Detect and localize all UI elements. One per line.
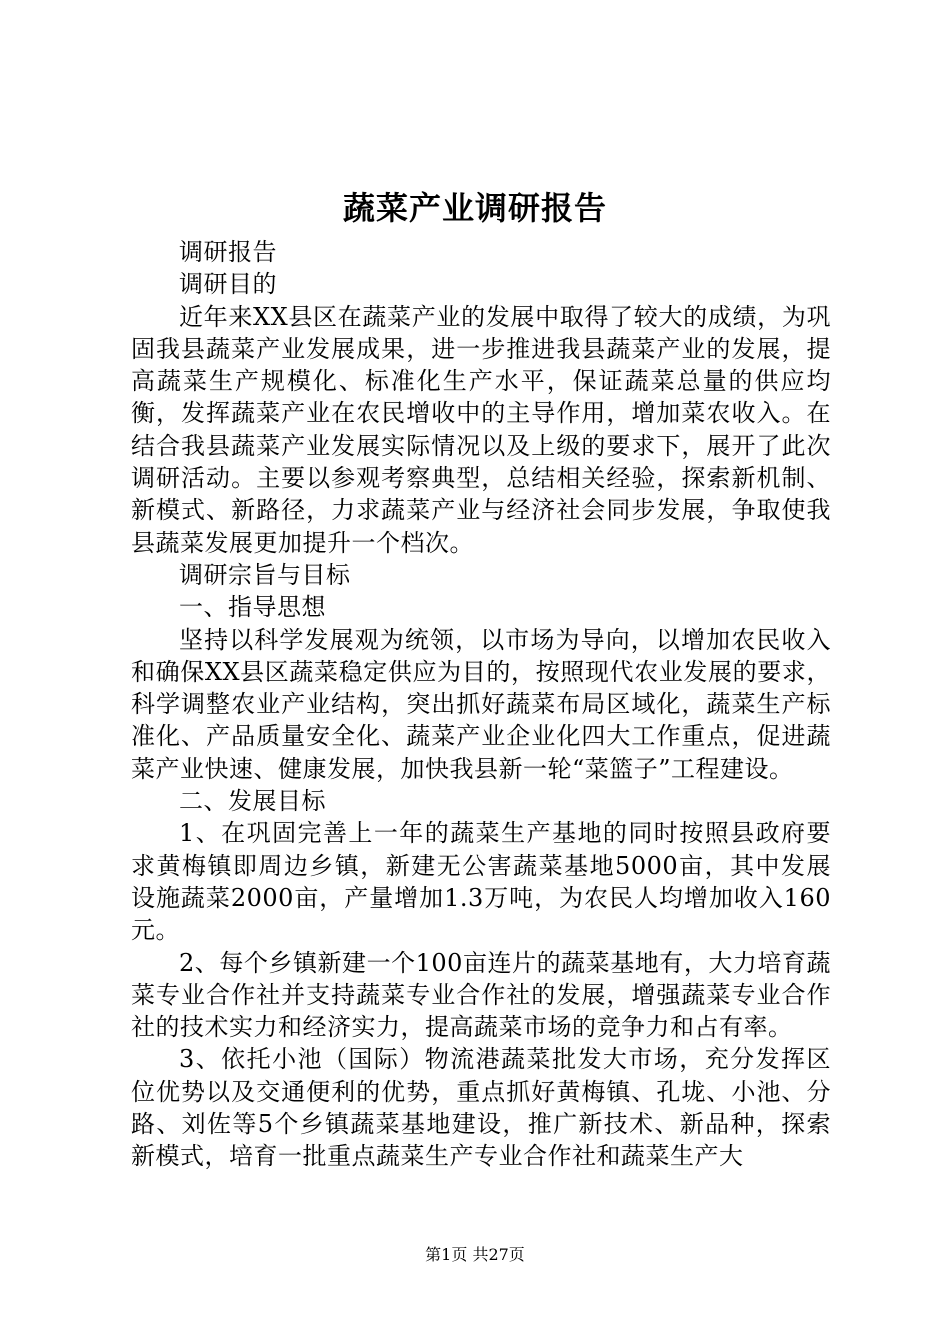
paragraph-heading-purpose: 调研目的 bbox=[179, 270, 277, 299]
paragraph-heading-report: 调研报告 bbox=[179, 238, 277, 266]
document-title: 蔬菜产业调研报告 bbox=[342, 189, 607, 227]
paragraph-goal-3: 3、依托小池（国际）物流港蔬菜批发大市场，充分发挥区位优势以及交通便利的优势，重点抓好黄梅镇、孔垅、小池、分路、刘佐等5个乡镇蔬菜基地建设，推广新技术、新品种，探索新模式，培育一批重点蔬菜生产专业合作社和蔬菜生产大 bbox=[131, 1045, 831, 1171]
paragraph-heading-guiding-idea: 一、指导思想 bbox=[179, 593, 326, 622]
paragraph-goal-1: 1、在巩固完善上一年的蔬菜生产基地的同时按照县政府要求黄梅镇即周边乡镇，新建无公害蔬菜基地5000亩，其中发展设施蔬菜2000亩，产量增加1.3万吨，为农民人均增加收入160元。 bbox=[131, 819, 831, 945]
document-body bbox=[131, 236, 831, 1173]
paragraph-goal-2: 2、每个乡镇新建一个100亩连片的蔬菜基地有，大力培育蔬菜专业合作社并支持蔬菜专业合作社的发展，增强蔬菜专业合作社的技术实力和经济实力，提高蔬菜市场的竞争力和占有率。 bbox=[131, 948, 831, 1042]
page-number-footer: 第1页 共27页 bbox=[425, 1245, 525, 1264]
paragraph-guiding-idea-body: 坚持以科学发展观为统领，以市场为导向，以增加农民收入和确保XX县区蔬菜稳定供应为目的，按照现代农业发展的要求，科学调整农业产业结构，突出抓好蔬菜布局区域化，蔬菜生产标准化、产品质量安全化、蔬菜产业企业化四大工作重点，促进蔬菜产业快速、健康发展，加快我县新一轮“菜篮子”工程建设。 bbox=[131, 625, 831, 783]
paragraph-heading-goals: 二、发展目标 bbox=[179, 787, 326, 816]
paragraph-purpose-body: 近年来XX县区在蔬菜产业的发展中取得了较大的成绩，为巩固我县蔬菜产业发展成果，进一步推进我县蔬菜产业的发展，提高蔬菜生产规模化、标准化生产水平，保证蔬菜总量的供应均衡，发挥蔬菜产业在农民增收中的主导作用，增加菜农收入。在结合我县蔬菜产业发展实际情况以及上级的要求下，展开了此次调研活动。主要以参观考察典型，总结相关经验，探索新机制、新模式、新路径，力求蔬菜产业与经济社会同步发展，争取使我县蔬菜发展更加提升一个档次。 bbox=[131, 302, 831, 557]
paragraph-heading-aims: 调研宗旨与目标 bbox=[179, 560, 351, 589]
